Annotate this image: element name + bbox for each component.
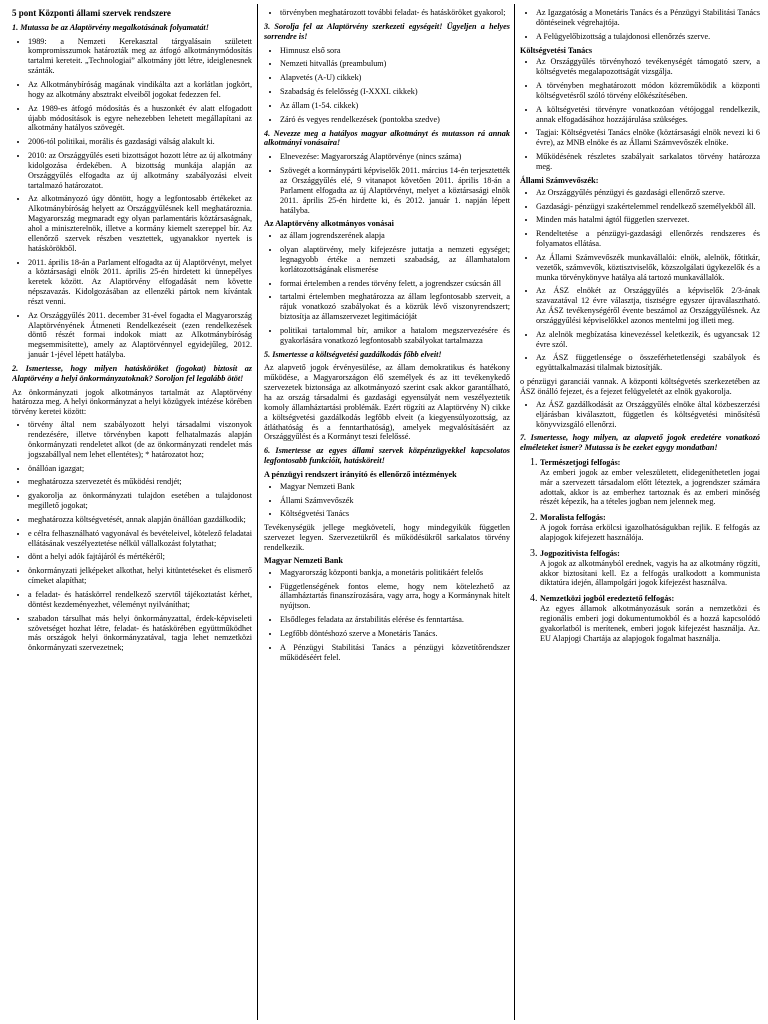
list-item: • Legfőbb döntéshozó szerve a Monetáris Tanács. bbox=[280, 629, 510, 639]
list-item: • Az Igazgatóság a Monetáris Tanács és a Pénzügyi Stabilitási Tanács döntéseinek végrehajtója. bbox=[536, 8, 760, 28]
mnb-heading: Magyar Nemzeti Bank bbox=[264, 555, 343, 565]
list-item: • olyan alaptörvény, mely kifejezésre juttatja a nemzeti egységet; legnagyobb értéke a nemzeti szabadság, az államhatalom korlátozottságának elismerése bbox=[280, 245, 510, 275]
column-divider bbox=[514, 4, 515, 1020]
page-title: 5 pont Központi állami szervek rendszere bbox=[12, 8, 171, 18]
list-item: • tartalmi értelemben meghatározza az állam legfontosabb szerveit, a rájuk vonatkozó szabályokat és a közrük lévő viszonyrendszert; biztosítja az államszervezet legitimációját bbox=[280, 292, 510, 322]
list-item: • Magyar Nemzeti Bank bbox=[280, 482, 510, 492]
question-3-list bbox=[264, 46, 510, 125]
list-item: • 2010: az Országgyűlés eseti bizottságot hozott létre az új alkotmány kidolgozása érdekében. A bizottság munkája alapján az Országgyűlés elfogadta az új alkotmány szabályozási elveit tartalmazó határozatot. bbox=[28, 151, 252, 190]
question-4-subheading: Az Alaptörvény alkotmányos vonásai bbox=[264, 219, 394, 229]
list-item: • önkormányzati jelképeket alkothat, helyi kitüntetéseket és elismerő címeket alapíthat; bbox=[28, 566, 252, 586]
list-item: • Záró és vegyes rendelkezések (pontokba szedve) bbox=[280, 115, 510, 125]
list-item: • Az Országgyűlés 2011. december 31-ével fogadta el Magyarország Alaptörvényének Átmeneti Rendelkezéseit (ezen rendelkezések döntő részét formai indokok miatt az Alkotmánybíróság megsemmisítette), amely az Alaptörvénnyel egyidejűleg, 2012. január 1-jével lépett hatályba. bbox=[28, 311, 252, 360]
list-item: • 1989: a Nemzeti Kerekasztal tárgyalásain született kompromisszumok határozták meg az átfogó alkotmánymódosítás tartalmi kereteit. „Technologiai” alkotmány jött létre, ideiglenesnek szánták. bbox=[28, 37, 252, 76]
theory-item bbox=[540, 457, 760, 507]
list-item: • Alapvetés (A-U) cikkek) bbox=[280, 73, 510, 83]
question-1: 1. Mutassa be az Alaptörvény megalkotásának folyamatát! bbox=[12, 22, 209, 32]
list-item: • meghatározza költségvetését, annak alapján önállóan gazdálkodik; bbox=[28, 515, 252, 525]
theory-item bbox=[540, 593, 760, 643]
question-4-sub-list bbox=[264, 231, 510, 345]
asz-list bbox=[520, 188, 760, 374]
kt-heading: Költségvetési Tanács bbox=[520, 45, 593, 55]
list-item: • Költségvetési Tanács bbox=[280, 509, 510, 519]
list-item: • Az állam (1-54. cikkek) bbox=[280, 101, 510, 111]
theory-text: Az egyes államok alkotmányozásuk során a nemzetközi és regionális emberi jogi dokumentumokból és a hozzá kapcsolódó gyakorlatból is merítenek, emberi jogok kifejezést használja. Az. EU Alapjogi Chartája az alapjogok fogalmat használja. bbox=[540, 604, 760, 643]
list-item: • Nemzeti hitvallás (preambulum) bbox=[280, 59, 510, 69]
column-2 bbox=[264, 8, 510, 1020]
asz-last-list bbox=[520, 400, 760, 430]
list-item: • önállóan igazgat; bbox=[28, 464, 252, 474]
question-2-list bbox=[12, 420, 252, 653]
list-item: • az állam jogrendszerének alapja bbox=[280, 231, 510, 241]
column-divider bbox=[257, 4, 258, 1020]
list-item: • meghatározza szervezetét és működési rendjét; bbox=[28, 477, 252, 487]
theory-heading: 1. Természetjogi felfogás: bbox=[540, 458, 621, 468]
list-item: • Az ÁSZ gazdálkodását az Országgyűlés elnöke által közbeszerzési eljárásban kiválasztott, független és költségvetési minősítésű könyvvizsgáló ellenőrzi. bbox=[536, 400, 760, 430]
list-item: • Az alkotmányozó úgy döntött, hogy a legfontosabb értékeket az Alkotmánybíróság helyett az Országgyűlésnek kell meghatároznia. Magyarország megmaradt egy olyan parlamentáris köztársaságnak, ahol a miniszterelnök, illetve a kormány kiemelt szereppel bír. Az ellenőrző szervek részben vesztettek, ugyanakkor nyertek is hatáskörökből. bbox=[28, 194, 252, 253]
theory-heading: 2. Moralista felfogás: bbox=[540, 513, 606, 523]
theory-item bbox=[540, 512, 760, 543]
theory-item bbox=[540, 548, 760, 588]
question-6-list bbox=[264, 482, 510, 520]
question-2-intro: Az önkormányzati jogok alkotmányos tartalmát az Alaptörvény határozza meg. A helyi önkormányzat a helyi közügyek intézése körében törvény keretei között: bbox=[12, 387, 252, 417]
list-item: • 2006-tól politikai, morális és gazdasági válság alakult ki. bbox=[28, 137, 252, 147]
theory-heading: 3. Jogpozitivista felfogás: bbox=[540, 548, 620, 558]
list-item: • Elnevezése: Magyarország Alaptörvénye (nincs száma) bbox=[280, 152, 510, 162]
list-item: • formai értelemben a rendes törvény felett, a jogrendszer csúcsán áll bbox=[280, 279, 510, 289]
kt-list bbox=[520, 57, 760, 171]
list-item: • e célra felhasználható vagyonával és bevételeivel, kötelező feladatai ellátásának veszélyeztetése nélkül vállalkozást folytathat; bbox=[28, 529, 252, 549]
question-6-subheading: A pénzügyi rendszert irányító és ellenőrző intézmények bbox=[264, 469, 457, 479]
theory-text: A jogok forrása erkölcsi igazolhatóságukban rejlik. E felfogás az alapjogok kifejezett használója. bbox=[540, 523, 760, 542]
list-item: • Rendeltetése a pénzügyi-gazdasági ellenőrzés rendszeres és folyamatos ellátása. bbox=[536, 229, 760, 249]
list-item: • Elsődleges feladata az árstabilitás elérése és fenntartása. bbox=[280, 615, 510, 625]
top-list bbox=[520, 8, 760, 42]
column-1 bbox=[12, 8, 252, 1020]
list-item: • A Felügyelőbizottság a tulajdonosi ellenőrzés szerve. bbox=[536, 32, 760, 42]
question-6-text: Tevékenységük jellege megkövetelí, hogy mindegyikük független szervezet legyen. Szervezetükről és működésükről sarkalatos törvény rendelkezik. bbox=[264, 523, 510, 552]
question-6: 6. Ismertesse az egyes állami szervek közpénzügyekkel kapcsolatos legfontosabb funkcióit, hatásköreit! bbox=[264, 446, 510, 466]
list-item: • törvényben meghatározott további feladat- és hatásköröket gyakorol; bbox=[280, 8, 510, 18]
question-4-list bbox=[264, 152, 510, 215]
list-item: • Az Állami Számvevőszék munkavállalói: elnök, alelnök, főtitkár, vezetők, számvevők, köztisztviselők, közszolgálati ügykezelők és a munka törvénykönyve hatálya alá tartozó munkavállalók. bbox=[536, 253, 760, 283]
list-item: • dönt a helyi adók fajtájáról és mértékéről; bbox=[28, 552, 252, 562]
column-3 bbox=[520, 8, 760, 1020]
list-item: • szabadon társulhat más helyi önkormányzattal, érdek-képviseleti szövetséget hozhat létre, feladat- és hatáskörében együttműködhet más országok helyi önkormányzatával, tagja lehet nemzetközi önkormányzati szervezetnek; bbox=[28, 614, 252, 653]
theory-heading: 4. Nemzetközi jogból eredeztető felfogás: bbox=[540, 594, 675, 604]
mnb-list bbox=[264, 568, 510, 663]
list-item: • a feladat- és hatáskörrel rendelkező szervtől tájékoztatást kérhet, döntést kezdeményezhet, véleményt nyilváníthat; bbox=[28, 590, 252, 610]
theory-text: A jogok az alkotmányból erednek, vagyis ha az alkotmány rögzíti, akkor biztosítani kell. Ez a felfogás uralkodott a kommunista diktatúra idején, állampolgári jogok kifejezést használva. bbox=[540, 558, 760, 588]
list-item: • törvény által nem szabályozott helyi társadalmi viszonyok rendezésére, illetve törvényben kapott felhatalmazás alapján önkormányzati rendeletet alkot (de az önkormányzati rendelet más jogszabállyal nem lehet ellentétes); * határozatot hoz; bbox=[28, 420, 252, 459]
list-item: • A költségvetési törvényre vonatkozóan vétójoggal rendelkezik, annak elfogadásához hozzájárulása szükséges. bbox=[536, 105, 760, 125]
list-item: • Működésének részletes szabályait sarkalatos törvény határozza meg. bbox=[536, 152, 760, 172]
list-item: • Tagjai: Költségvetési Tanács elnöke (köztársasági elnök nevezi ki 6 évre), az MNB elnöke és az Állami Számvevőszék elnöke. bbox=[536, 128, 760, 148]
list-item: • Magyarország központi bankja, a monetáris politikáért felelős bbox=[280, 568, 510, 578]
list-item: • Az alelnök megbízatása kinevezéssel keletkezik, és ugyancsak 12 évre szól. bbox=[536, 330, 760, 350]
list-item: • 2011. április 18-án a Parlament elfogadta az új Alaptörvényt, melyet a köztársasági elnök 2011. április 25-én hirdetett ki ünnepélyes keretek között. Az Alaptörvény elfogadását nem követte népszavazás. Kidolgozásában az ellenzéki pártok nem kívántak részt venni. bbox=[28, 258, 252, 307]
asz-heading: Állami Számvevőszék: bbox=[520, 175, 599, 185]
list-item: • Az 1989-es átfogó módosítás és a huszonkét év alatt elfogadott újabb módosítások is egyre nehezebben lehetett megállapítani az alkotmány hatályos szövegét. bbox=[28, 104, 252, 134]
list-item: • Állami Számvevőszék bbox=[280, 496, 510, 506]
list-item: • Az Alkotmánybíróság magának vindikálta azt a korlátlan jogkört, hogy az alkotmány absztrakt elveiből jogokat fedezzen fel. bbox=[28, 80, 252, 100]
theory-text: Az emberi jogok az ember veleszületett, elidegeníthetetlen jogai már a szervezett társadalom előtt léteztek, a jogrendszer számára adottak, akkor is az emberhez tartoznak és az emberi minőség részét képezik, ha a tételes jogban nem jelennek meg. bbox=[540, 467, 760, 507]
top-list bbox=[264, 8, 510, 18]
list-item: • A Pénzügyi Stabilitási Tanács a pénzügyi közvetítőrendszer működéséért felel. bbox=[280, 643, 510, 663]
list-item: • Szövegét a kormánypárti képviselők 2011. március 14-én terjesztették az Országgyűlés elé, 9 vitanapot követően 2011. április 18-án a Parlament elfogadta az új Alaptörvényt, melyet a köztársasági elnök 2011. április 25-én hirdette ki, és 2012. január 1. napján lépett hatályba. bbox=[280, 166, 510, 215]
list-item: • Gazdasági- pénzügyi szakértelemmel rendelkező személyekből áll. bbox=[536, 202, 760, 212]
question-5-text: Az alapvető jogok érvényesülése, az állam demokratikus és hatékony működése, a Magyarországon élő személyek és az itt tevékenykedő szervezetek biztonsága az alkotmányozó szerint csak akkor garantálható, ha az ország társadalmi és gazdasági egyensúlyát nem veszélyeztetik komoly államháztartási problémák. Ezért rögzíti az Alaptörvény N) cikke a költségvetési gazdálkodás legfőbb elveit (a kiegyensúlyozottság, az átláthatóság és a fenntarthatóság), amelyek megvalósításáért az Országgyűlést és a Kormányt teszi felelőssé. bbox=[264, 363, 510, 442]
list-item: • gyakorolja az önkormányzati tulajdon esetében a tulajdonost megillető jogokat; bbox=[28, 491, 252, 511]
question-7-list bbox=[520, 457, 760, 643]
question-3: 3. Sorolja fel az Alaptörvény szerkezeti egységeit! Ügyeljen a helyes sorrendre is! bbox=[264, 21, 510, 41]
list-item: • Az Országgyűlés törvényhozó tevékenységét támogató szerv, a költségvetés megalapozottságát vizsgálja. bbox=[536, 57, 760, 77]
list-item: • A törvényben meghatározott módon közreműködik a központi költségvetésről szóló törvény előkészítésében. bbox=[536, 81, 760, 101]
list-item: • Himnusz első sora bbox=[280, 46, 510, 56]
list-item: • Szabadság és felelősség (I-XXXI. cikkek) bbox=[280, 87, 510, 97]
list-item: • Az ÁSZ elnökét az Országgyűlés a képviselők 2/3-ának szavazatával 12 évre választja, tisztségre egyszer újraválasztható. Az ÁSZ tevékenységéről évente beszámol az Országgyűlésnek. Az országgyűlési képviselőkkel azonos mentelmi jog illeti meg. bbox=[536, 286, 760, 325]
asz-text: o pénzügyi garanciái vannak. A központi költségvetés szerkezetében az ÁSZ önálló fejezet, és a fejezet felügyeletét az elnök gyakorolja. bbox=[520, 377, 760, 396]
question-2: 2. Ismertesse, hogy milyen hatásköröket (jogokat) biztosít az Alaptörvény a helyi önkormányzatoknak? Soroljon fel legalább ötöt! bbox=[12, 363, 252, 383]
question-7: 7. Ismertesse, hogy milyen, az alapvető jogok eredetére vonatkozó elméleteket ismer? Mutassa is be ezeket egygy mondatban! bbox=[520, 433, 760, 453]
list-item: • Függetlenségének fontos eleme, hogy nem kötelezhető az államháztartás finanszírozására, vagy arra, hogy a Kormánynak hitelt nyújtson. bbox=[280, 582, 510, 612]
list-item: • Az Országgyűlés pénzügyi és gazdasági ellenőrző szerve. bbox=[536, 188, 760, 198]
question-5: 5. Ismertesse a költségvetési gazdálkodás főbb elveit! bbox=[264, 349, 442, 359]
list-item: • Minden más hatalmi ágtól független szervezet. bbox=[536, 215, 760, 225]
list-item: • Az ÁSZ függetlensége o összeférhetetlenségi szabályok és együttalkalmazási tilalmak biztosítják. bbox=[536, 353, 760, 373]
list-item: • politikai tartalommal bír, amikor a hatalom megszervezésére és gyakorlására vonatkozó legfontosabb szabályokat tartalmazza bbox=[280, 326, 510, 346]
question-1-list bbox=[12, 37, 252, 360]
question-4: 4. Nevezze meg a hatályos magyar alkotmányt és mutasson rá annak alkotmányi vonásaira! bbox=[264, 128, 510, 148]
